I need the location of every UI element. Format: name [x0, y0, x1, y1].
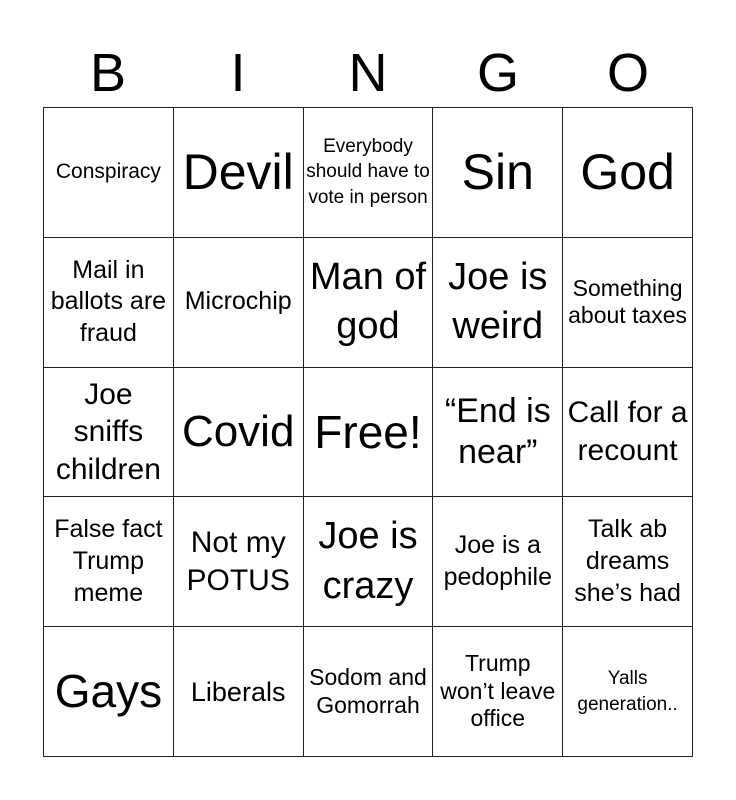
bingo-cell[interactable] — [304, 238, 434, 368]
bingo-cell[interactable] — [433, 238, 563, 368]
bingo-cell[interactable] — [174, 497, 304, 627]
cell-text: Trump won’t leave office — [440, 650, 556, 732]
cell-text: Microchip — [184, 287, 292, 316]
cell-text: Covid — [181, 407, 295, 457]
bingo-cell[interactable] — [174, 627, 304, 757]
cell-text: False fact Trump meme — [54, 515, 163, 607]
cell-text: Joe is weird — [448, 255, 548, 348]
cell-text: Mail in ballots are fraud — [50, 255, 167, 348]
bingo-cell[interactable] — [563, 497, 693, 627]
cell-text: Man of god — [309, 255, 427, 348]
cell-text: Something about taxes — [568, 274, 688, 329]
header-letter-o: O — [606, 43, 649, 103]
header-letter-n: N — [348, 43, 388, 103]
bingo-cell[interactable] — [44, 238, 174, 368]
cell-text: Conspiracy — [55, 160, 161, 184]
bingo-cell[interactable] — [44, 368, 174, 498]
cell-text: Everybody should have to vote in person — [306, 135, 430, 209]
bingo-cell[interactable] — [563, 238, 693, 368]
bingo-grid — [43, 107, 693, 757]
bingo-cell[interactable] — [563, 108, 693, 238]
bingo-cell[interactable] — [563, 627, 693, 757]
bingo-cell[interactable] — [174, 238, 304, 368]
cell-text: Joe sniffs children — [55, 377, 161, 486]
bingo-cell[interactable] — [44, 108, 174, 238]
bingo-cell[interactable] — [304, 497, 434, 627]
cell-text: Liberals — [190, 676, 286, 707]
cell-text: Call for a recount — [567, 396, 688, 467]
bingo-cell[interactable] — [304, 108, 434, 238]
bingo-cell[interactable] — [44, 497, 174, 627]
bingo-cell[interactable] — [174, 108, 304, 238]
bingo-cell[interactable] — [433, 108, 563, 238]
bingo-cell[interactable] — [304, 627, 434, 757]
cell-text: Yalls generation.. — [577, 667, 678, 715]
cell-text: Sodom and Gomorrah — [309, 664, 427, 718]
cell-text: Joe is a pedophile — [443, 531, 552, 591]
cell-text: Not my POTUS — [186, 526, 290, 597]
cell-text: Talk ab dreams she’s had — [574, 515, 681, 607]
bingo-header — [43, 40, 693, 106]
cell-text: Free! — [314, 405, 422, 458]
header-letter-g: G — [476, 43, 519, 103]
bingo-cell[interactable] — [563, 368, 693, 498]
cell-text: God — [580, 144, 675, 201]
header-letter-i: I — [230, 43, 246, 103]
bingo-cell[interactable] — [433, 368, 563, 498]
cell-text: Joe is crazy — [318, 515, 418, 607]
bingo-cell[interactable] — [433, 627, 563, 757]
bingo-cell[interactable] — [44, 627, 174, 757]
cell-text: Gays — [54, 665, 163, 718]
cell-text: Devil — [182, 144, 294, 201]
header-letter-b: B — [89, 43, 127, 103]
bingo-cell[interactable] — [433, 497, 563, 627]
bingo-cell[interactable] — [304, 368, 434, 498]
cell-text: “End is near” — [444, 392, 551, 471]
bingo-cell[interactable] — [174, 368, 304, 498]
cell-text: Sin — [461, 144, 534, 201]
